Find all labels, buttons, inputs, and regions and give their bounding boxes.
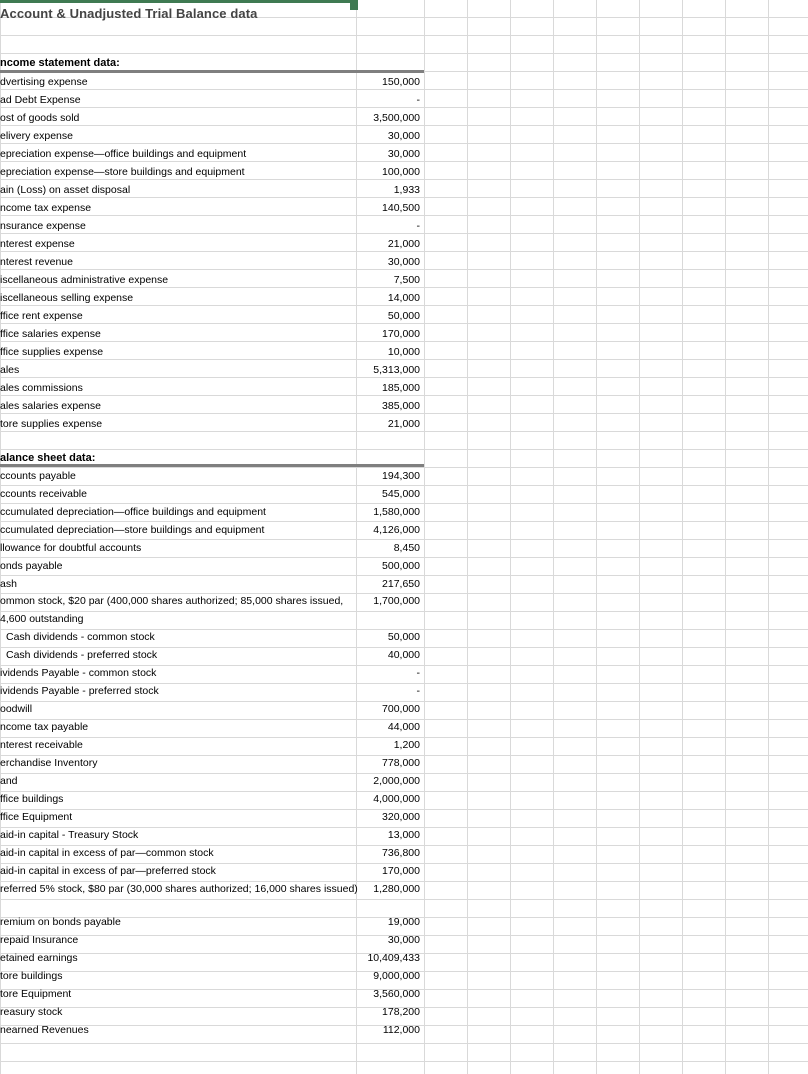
account-value[interactable]: 4,000,000 — [373, 793, 420, 805]
account-label[interactable]: aid-in capital in excess of par—preferred stock — [0, 865, 216, 877]
account-label[interactable]: ash — [0, 578, 17, 590]
account-value[interactable]: 194,300 — [382, 470, 420, 482]
income-statement-header: ncome statement data: — [0, 57, 120, 69]
account-value[interactable]: 545,000 — [382, 488, 420, 500]
section-rule — [0, 464, 424, 467]
account-label[interactable]: tore buildings — [0, 970, 63, 982]
account-value[interactable]: 1,200 — [393, 739, 420, 751]
account-label[interactable]: ales salaries expense — [0, 400, 101, 412]
account-label[interactable]: iscellaneous administrative expense — [0, 274, 169, 286]
account-value[interactable]: 778,000 — [382, 757, 420, 769]
account-label[interactable]: ncome tax payable — [0, 721, 89, 733]
account-value[interactable]: 1,580,000 — [373, 506, 420, 518]
account-label[interactable]: dvertising expense — [0, 76, 88, 88]
account-label[interactable]: etained earnings — [0, 952, 78, 964]
account-value[interactable]: 30,000 — [387, 934, 420, 946]
account-value[interactable]: 50,000 — [387, 310, 420, 322]
column-divider — [682, 0, 683, 1074]
account-label[interactable]: ccumulated depreciation—store buildings and equipment — [0, 524, 265, 536]
common-stock-label[interactable]: ommon stock, $20 par (400,000 shares authorized; 85,000 shares issued, — [0, 595, 344, 607]
account-value[interactable]: 5,313,000 — [373, 364, 420, 376]
account-label[interactable]: aid-in capital - Treasury Stock — [0, 829, 139, 841]
account-label[interactable]: Cash dividends - preferred stock — [6, 649, 158, 661]
account-value[interactable]: 185,000 — [382, 382, 420, 394]
account-value[interactable]: 14,000 — [387, 292, 420, 304]
account-value[interactable]: 170,000 — [382, 865, 420, 877]
account-value[interactable]: 2,000,000 — [373, 775, 420, 787]
account-label[interactable]: ncome tax expense — [0, 202, 92, 214]
account-label[interactable]: iscellaneous selling expense — [0, 292, 134, 304]
account-value[interactable]: 44,000 — [387, 721, 420, 733]
account-value[interactable]: 736,800 — [382, 847, 420, 859]
account-label[interactable]: elivery expense — [0, 130, 73, 142]
account-value[interactable]: 21,000 — [387, 418, 420, 430]
account-value[interactable]: 30,000 — [387, 256, 420, 268]
account-label[interactable]: tore Equipment — [0, 988, 72, 1000]
account-value[interactable]: - — [416, 94, 420, 106]
column-divider — [553, 0, 554, 1074]
account-value[interactable]: 21,000 — [387, 238, 420, 250]
account-value[interactable]: 19,000 — [387, 916, 420, 928]
account-value[interactable]: 30,000 — [387, 148, 420, 160]
column-divider — [510, 0, 511, 1074]
account-label[interactable]: ales — [0, 364, 20, 376]
account-label[interactable]: ffice buildings — [0, 793, 64, 805]
account-value[interactable]: 40,000 — [387, 649, 420, 661]
account-value[interactable]: 150,000 — [382, 76, 420, 88]
account-value[interactable]: 112,000 — [382, 1024, 420, 1036]
column-divider — [356, 0, 357, 1074]
account-value[interactable]: 8,450 — [393, 542, 420, 554]
column-divider — [768, 0, 769, 1074]
fill-handle[interactable] — [350, 0, 358, 10]
column-divider — [639, 0, 640, 1074]
account-value[interactable]: 170,000 — [382, 328, 420, 340]
account-value[interactable]: 10,000 — [387, 346, 420, 358]
account-value[interactable]: 100,000 — [382, 166, 420, 178]
account-label[interactable]: repaid Insurance — [0, 934, 79, 946]
account-value[interactable]: 385,000 — [382, 400, 420, 412]
account-label[interactable]: ffice rent expense — [0, 310, 83, 322]
balance-sheet-header: alance sheet data: — [0, 452, 96, 464]
account-label[interactable]: ividends Payable - preferred stock — [0, 685, 159, 697]
account-value[interactable]: 700,000 — [382, 703, 420, 715]
account-label[interactable]: llowance for doubtful accounts — [0, 542, 142, 554]
section-rule — [0, 70, 424, 73]
account-value[interactable]: 7,500 — [393, 274, 420, 286]
column-divider — [467, 0, 468, 1074]
account-label[interactable]: nearned Revenues — [0, 1024, 89, 1036]
column-divider — [424, 0, 425, 1074]
account-value[interactable]: 3,560,000 — [373, 988, 420, 1000]
account-value[interactable]: - — [416, 220, 420, 232]
column-divider — [596, 0, 597, 1074]
selected-cell-border — [0, 0, 356, 3]
account-value[interactable]: 140,500 — [382, 202, 420, 214]
account-label[interactable]: ain (Loss) on asset disposal — [0, 184, 131, 196]
account-label[interactable]: ccounts payable — [0, 470, 76, 482]
account-label[interactable]: epreciation expense—office buildings and equipment — [0, 148, 247, 160]
account-label[interactable]: oodwill — [0, 703, 33, 715]
account-label[interactable]: nterest receivable — [0, 739, 83, 751]
account-value[interactable]: 500,000 — [382, 560, 420, 572]
account-value[interactable]: 9,000,000 — [373, 970, 420, 982]
account-value[interactable]: 50,000 — [387, 631, 420, 643]
account-label[interactable]: ffice salaries expense — [0, 328, 101, 340]
account-label[interactable]: aid-in capital in excess of par—common stock — [0, 847, 214, 859]
account-label[interactable]: nterest revenue — [0, 256, 73, 268]
account-value[interactable]: 30,000 — [387, 130, 420, 142]
sheet-title: Account & Unadjusted Trial Balance data — [0, 6, 258, 21]
account-value[interactable]: - — [416, 667, 420, 679]
account-value[interactable]: 13,000 — [387, 829, 420, 841]
account-label[interactable]: nsurance expense — [0, 220, 86, 232]
account-label[interactable]: reasury stock — [0, 1006, 63, 1018]
account-value[interactable]: 10,409,433 — [367, 952, 420, 964]
account-value[interactable]: 1,933 — [393, 184, 420, 196]
account-value[interactable]: 178,200 — [382, 1006, 420, 1018]
account-value[interactable]: 217,650 — [382, 578, 420, 590]
common-stock-value[interactable]: 1,700,000 — [373, 595, 420, 607]
account-label[interactable]: remium on bonds payable — [0, 916, 121, 928]
account-label[interactable]: ividends Payable - common stock — [0, 667, 157, 679]
account-label[interactable]: ffice supplies expense — [0, 346, 104, 358]
account-value[interactable]: - — [416, 685, 420, 697]
account-label[interactable]: onds payable — [0, 560, 63, 572]
common-stock-label-cont[interactable]: 4,600 outstanding — [0, 613, 84, 625]
account-label[interactable]: ccounts receivable — [0, 488, 87, 500]
account-label[interactable]: ccumulated depreciation—office buildings and equipment — [0, 506, 266, 518]
account-label[interactable]: nterest expense — [0, 238, 75, 250]
account-value[interactable]: 1,280,000 — [373, 883, 420, 895]
account-value[interactable]: 3,500,000 — [373, 112, 420, 124]
account-label[interactable]: erchandise Inventory — [0, 757, 98, 769]
account-label[interactable]: tore supplies expense — [0, 418, 103, 430]
account-value[interactable]: 4,126,000 — [373, 524, 420, 536]
account-label[interactable]: referred 5% stock, $80 par (30,000 shares authorized; 16,000 shares issued) — [0, 883, 358, 895]
account-label[interactable]: ad Debt Expense — [0, 94, 81, 106]
column-divider — [725, 0, 726, 1074]
account-label[interactable]: ost of goods sold — [0, 112, 80, 124]
account-label[interactable]: and — [0, 775, 18, 787]
account-label[interactable]: Cash dividends - common stock — [6, 631, 155, 643]
account-label[interactable]: ales commissions — [0, 382, 83, 394]
account-label[interactable]: epreciation expense—store buildings and equipment — [0, 166, 245, 178]
account-label[interactable]: ffice Equipment — [0, 811, 73, 823]
account-value[interactable]: 320,000 — [382, 811, 420, 823]
